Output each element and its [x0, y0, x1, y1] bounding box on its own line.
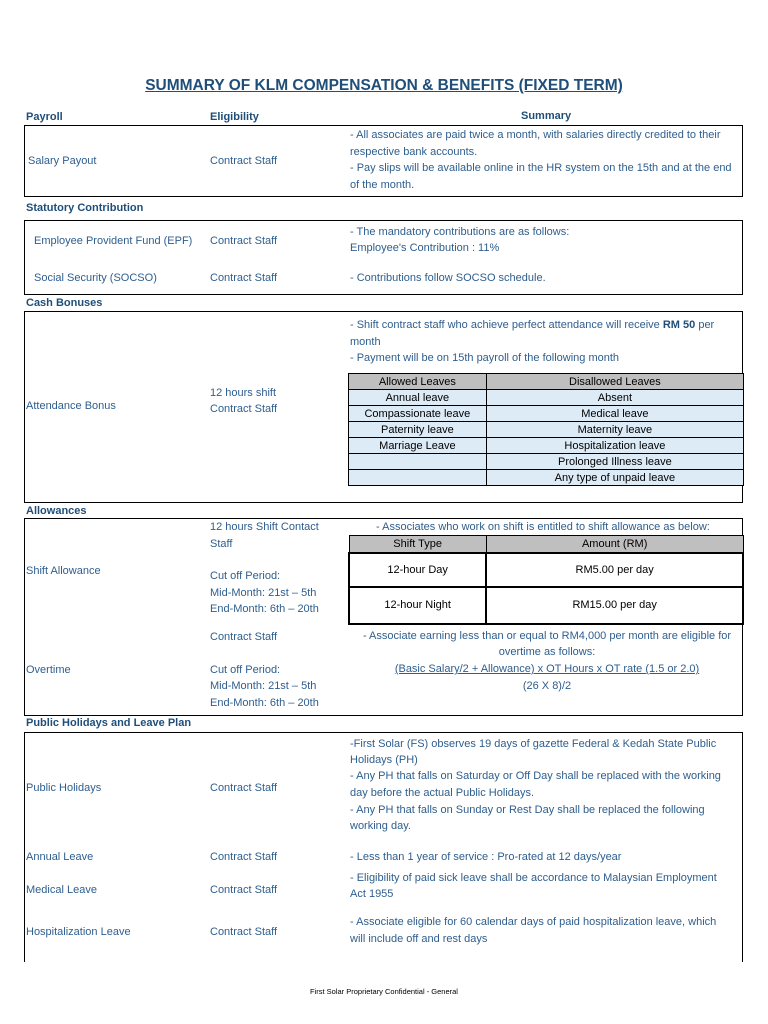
attendance-summary-line: month — [350, 336, 381, 348]
section-statutory: Statutory Contribution — [26, 202, 144, 214]
epf-label: Employee Provident Fund (EPF) — [34, 235, 193, 247]
attendance-summary-line: - Shift contract staff who achieve perfect attendance will receive RM 50 per — [350, 319, 715, 331]
allowed-leave — [349, 470, 487, 486]
allowed-leave: Marriage Leave — [349, 438, 487, 454]
shift-cutoff-end: End-Month: 6th – 20th — [210, 603, 319, 615]
shift-cutoff-mid: Mid-Month: 21st – 5th — [210, 587, 317, 599]
overtime-formula: (Basic Salary/2 + Allowance) x OT Hours x OT rate (1.5 or 2.0) — [394, 663, 700, 675]
shift-amount: RM15.00 per day — [486, 587, 743, 624]
socso-eligibility: Contract Staff — [210, 272, 278, 284]
salary-summary-line: - All associates are paid twice a month, with salaries directly credited to their — [350, 129, 721, 141]
medical-leave-eligibility: Contract Staff — [210, 884, 278, 896]
shift-allowance-label: Shift Allowance — [26, 565, 101, 577]
shift-type: 12-hour Day — [349, 553, 486, 587]
shift-cutoff: Cut off Period: — [210, 570, 281, 582]
disallowed-leave: Any type of unpaid leave — [486, 470, 743, 486]
salary-summary-line: of the month. — [350, 179, 415, 191]
shift-eligibility: Staff — [210, 538, 233, 550]
footer-confidential: First Solar Proprietary Confidential - General — [310, 987, 458, 996]
overtime-cutoff-mid: Mid-Month: 21st – 5th — [210, 680, 317, 692]
ph-summary-line: - Any PH that falls on Sunday or Rest Day shall be replaced the following — [350, 804, 705, 816]
section-allowances: Allowances — [26, 505, 87, 517]
ph-summary-line: - Any PH that falls on Saturday or Off Day shall be replaced with the working — [350, 770, 721, 782]
shift-amount: RM5.00 per day — [486, 553, 743, 587]
leaves-header-allowed: Allowed Leaves — [349, 374, 487, 390]
disallowed-leave: Hospitalization leave — [486, 438, 743, 454]
ph-summary-line: day before the actual Public Holidays. — [350, 787, 535, 799]
public-holidays-eligibility: Contract Staff — [210, 782, 278, 794]
salary-summary-line: - Pay slips will be available online in the HR system on the 15th and at the end — [350, 162, 732, 174]
shift-table — [348, 535, 744, 625]
attendance-eligibility: Contract Staff — [210, 403, 278, 415]
header-summary: Summary — [521, 110, 572, 122]
overtime-formula-divisor: (26 X 8)/2 — [522, 680, 572, 692]
shift-type: 12-hour Night — [349, 587, 486, 624]
overtime-summary-line: overtime as follows: — [498, 646, 596, 658]
allowed-leave: Compassionate leave — [349, 406, 487, 422]
ph-summary-line: working day. — [350, 820, 411, 832]
hospitalization-leave-summary: will include off and rest days — [350, 933, 488, 945]
allowed-leave — [349, 454, 487, 470]
attendance-bonus-label: Attendance Bonus — [26, 400, 116, 412]
medical-leave-label: Medical Leave — [26, 884, 97, 896]
disallowed-leave: Medical leave — [486, 406, 743, 422]
shift-header-type: Shift Type — [349, 536, 486, 553]
overtime-summary-line: - Associate earning less than or equal to RM4,000 per month are eligible for — [362, 630, 732, 642]
socso-label: Social Security (SOCSO) — [34, 272, 157, 284]
overtime-cutoff: Cut off Period: — [210, 664, 281, 676]
shift-header-amount: Amount (RM) — [486, 536, 743, 553]
ph-summary-line: Holidays (PH) — [350, 754, 418, 766]
salary-eligibility: Contract Staff — [210, 155, 278, 167]
disallowed-leave: Maternity leave — [486, 422, 743, 438]
epf-summary-line: Employee's Contribution : 11% — [350, 242, 500, 254]
overtime-eligibility: Contract Staff — [210, 631, 278, 643]
allowed-leave: Paternity leave — [349, 422, 487, 438]
leaves-header-disallowed: Disallowed Leaves — [486, 374, 743, 390]
leaves-table — [348, 373, 744, 486]
annual-leave-summary: - Less than 1 year of service : Pro-rated at 12 days/year — [350, 851, 622, 863]
attendance-summary-line: - Payment will be on 15th payroll of the following month — [350, 352, 620, 364]
overtime-label: Overtime — [26, 664, 71, 676]
epf-summary-line: - The mandatory contributions are as follows: — [350, 226, 570, 238]
disallowed-leave: Absent — [486, 390, 743, 406]
annual-leave-eligibility: Contract Staff — [210, 851, 278, 863]
annual-leave-label: Annual Leave — [26, 851, 94, 863]
socso-summary-line: - Contributions follow SOCSO schedule. — [350, 272, 546, 284]
allowed-leave: Annual leave — [349, 390, 487, 406]
hospitalization-leave-eligibility: Contract Staff — [210, 926, 278, 938]
medical-leave-summary: - Eligibility of paid sick leave shall be accordance to Malaysian Employment — [350, 872, 717, 884]
shift-eligibility: 12 hours Shift Contact — [210, 521, 319, 533]
hospitalization-leave-summary: - Associate eligible for 60 calendar days of paid hospitalization leave, which — [350, 916, 717, 928]
epf-eligibility: Contract Staff — [210, 235, 278, 247]
section-holidays: Public Holidays and Leave Plan — [26, 717, 192, 729]
header-payroll: Payroll — [26, 111, 63, 123]
ph-summary-line: -First Solar (FS) observes 19 days of gazette Federal & Kedah State Public — [350, 738, 717, 750]
section-cash-bonuses: Cash Bonuses — [26, 297, 103, 309]
overtime-cutoff-end: End-Month: 6th – 20th — [210, 697, 319, 709]
shift-summary-line: - Associates who work on shift is entitled to shift allowance as below: — [376, 521, 710, 533]
disallowed-leave: Prolonged Illness leave — [486, 454, 743, 470]
medical-leave-summary: Act 1955 — [350, 888, 394, 900]
bonus-amount: RM 50 — [662, 319, 696, 331]
salary-summary-line: respective bank accounts. — [350, 146, 478, 158]
hospitalization-leave-label: Hospitalization Leave — [26, 926, 131, 938]
header-eligibility: Eligibility — [210, 111, 259, 123]
attendance-eligibility: 12 hours shift — [210, 387, 277, 399]
public-holidays-label: Public Holidays — [26, 782, 102, 794]
page-title: SUMMARY OF KLM COMPENSATION & BENEFITS (FIXED TERM) — [145, 77, 623, 94]
salary-label: Salary Payout — [28, 155, 97, 167]
